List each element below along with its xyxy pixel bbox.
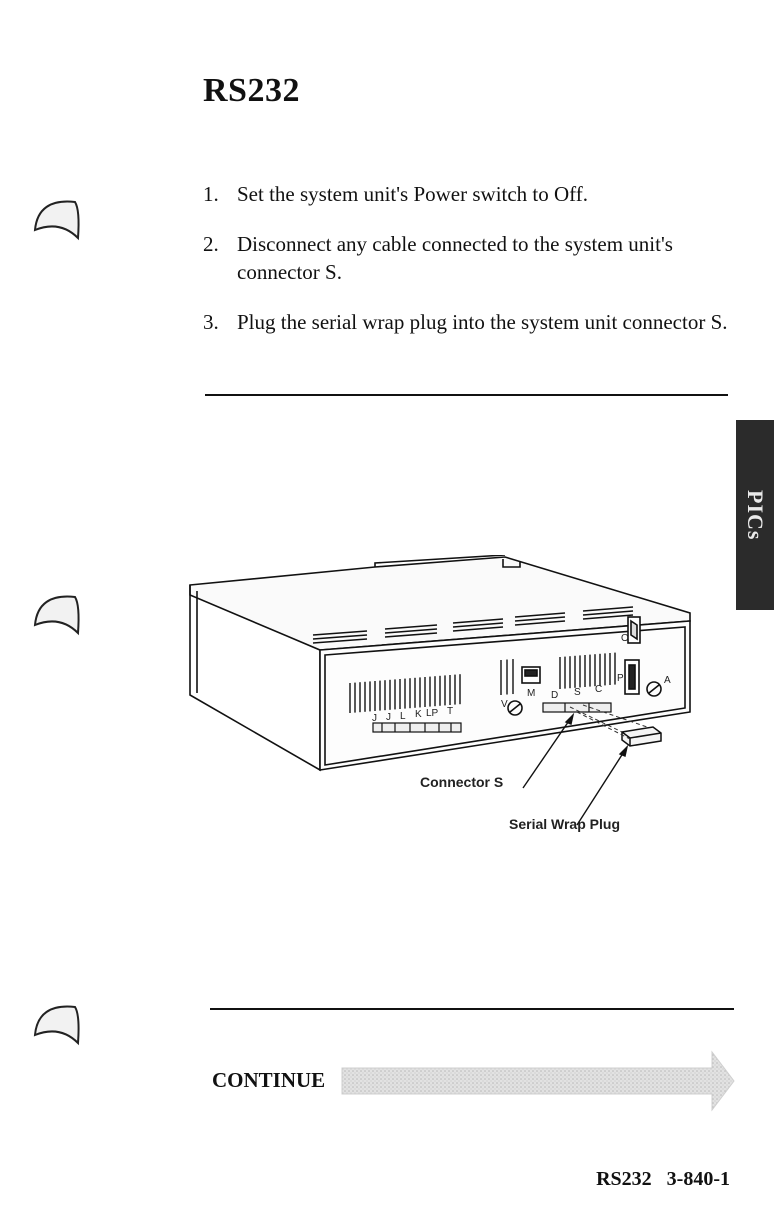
instruction-steps — [203, 180, 743, 358]
port-label-t: T — [447, 706, 454, 717]
continue-arrow-icon — [340, 1050, 736, 1112]
divider-top — [205, 394, 728, 396]
port-label-o: O — [621, 633, 629, 644]
continue-label: CONTINUE — [212, 1068, 326, 1092]
section-tab — [736, 420, 774, 610]
port-label-v: V — [501, 699, 508, 710]
step-item — [203, 308, 743, 336]
serial-wrap-plug-callout: Serial Wrap Plug — [509, 816, 620, 832]
binder-hole-bottom — [30, 995, 90, 1055]
port-label-s: S — [574, 687, 581, 698]
step-number: 3. — [203, 310, 219, 334]
port-label-c: C — [595, 684, 603, 695]
page-footer — [586, 1168, 730, 1191]
binder-hole-top — [30, 190, 90, 250]
port-label-k: K — [415, 709, 422, 720]
system-unit-illustration — [185, 555, 705, 845]
port-label-lp: LP — [426, 708, 439, 719]
step-item — [203, 230, 743, 286]
step-text: Plug the serial wrap plug into the system unit connector S. — [237, 310, 728, 334]
port-label-l: L — [400, 711, 406, 722]
step-number: 2. — [203, 232, 219, 256]
section-tab-label: PICs — [743, 489, 768, 541]
connector-s-callout: Connector S — [420, 774, 504, 790]
port-label-m: M — [527, 688, 536, 699]
port-label-a: A — [664, 675, 671, 686]
port-label-d: D — [551, 690, 559, 701]
port-label-j2: J — [386, 712, 391, 723]
step-text: Disconnect any cable connected to the system unit's connector S. — [237, 232, 673, 284]
port-label-j1: J — [372, 713, 377, 724]
footer-section: RS232 — [596, 1168, 652, 1190]
step-number: 1. — [203, 182, 219, 206]
step-item — [203, 180, 743, 208]
step-text: Set the system unit's Power switch to Off. — [237, 182, 589, 206]
footer-page-number: 3-840-1 — [666, 1168, 730, 1190]
port-label-p: P — [617, 673, 624, 684]
divider-bottom — [210, 1008, 734, 1010]
binder-hole-middle — [30, 585, 90, 645]
page-title: RS232 — [203, 72, 300, 109]
